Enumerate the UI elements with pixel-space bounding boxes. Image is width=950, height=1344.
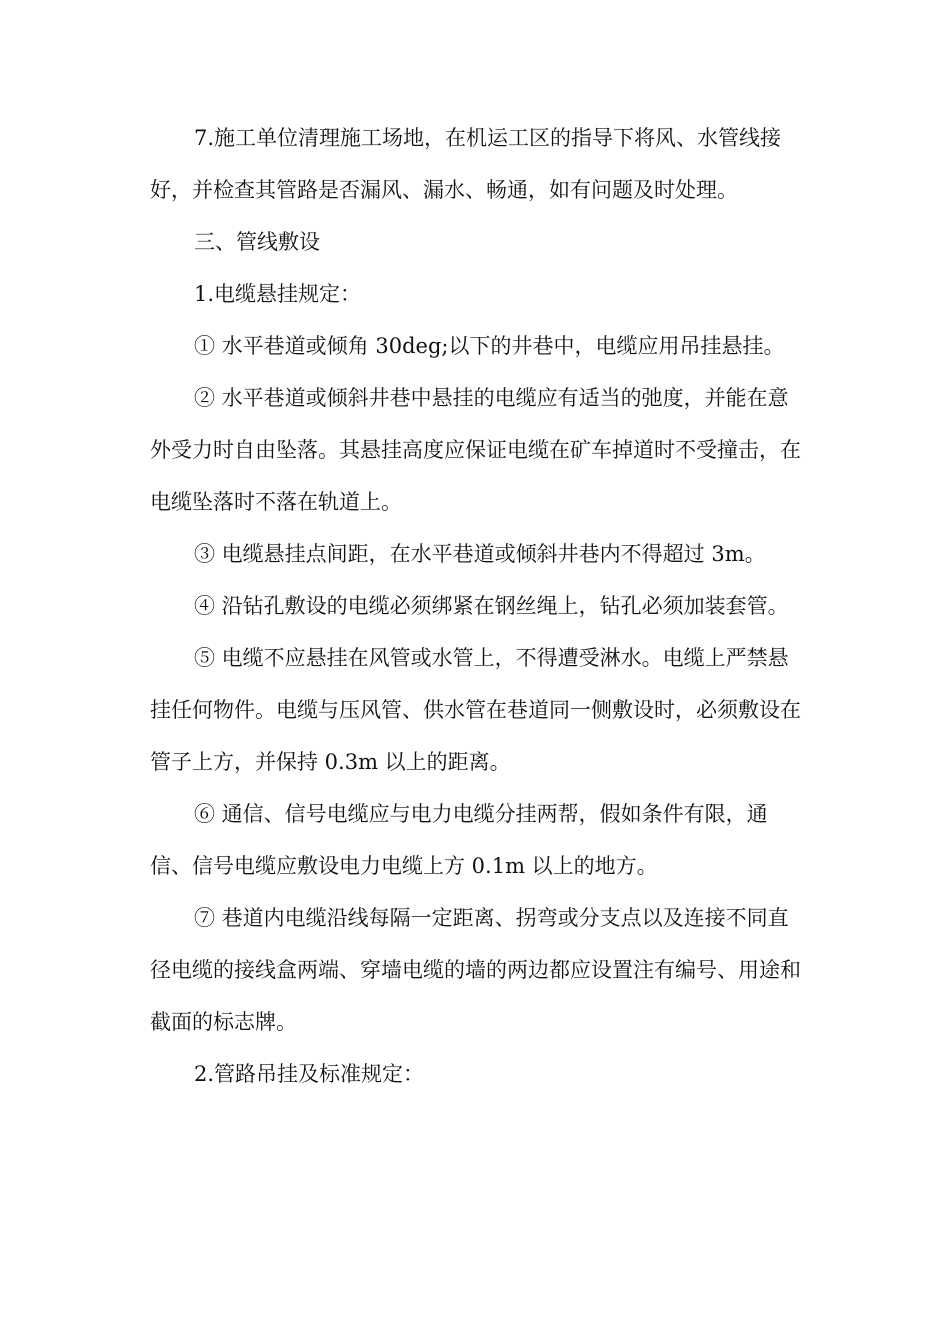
list-item-rule-2: ② 水平巷道或倾斜井巷中悬挂的电缆应有适当的弛度，并能在意外受力时自由坠落。其悬挂高度应保证电缆在矿车掉道时不受撞击，在电缆坠落时不落在轨道上。 [150,386,801,514]
subsection-heading-pipe-hanging: 2.管路吊挂及标准规定： [194,1062,425,1086]
subsection-heading-cable-suspension: 1.电缆悬挂规定： [194,282,362,306]
list-item-rule-3: ③ 电缆悬挂点间距，在水平巷道或倾斜井巷内不得超过 3m。 [194,542,766,566]
list-item-rule-1: ① 水平巷道或倾角 30deg;以下的井巷中，电缆应用吊挂悬挂。 [194,334,785,358]
list-item-rule-7: ⑦ 巷道内电缆沿线每隔一定距离、拐弯或分支点以及连接不同直径电缆的接线盒两端、穿墙电缆的墙的两边都应设置注有编号、用途和截面的标志牌。 [150,906,801,1034]
list-item-rule-5: ⑤ 电缆不应悬挂在风管或水管上，不得遭受淋水。电缆上严禁悬挂任何物件。电缆与压风管、供水管在巷道同一侧敷设时，必须敷设在管子上方，并保持 0.3m 以上的距离。 [150,646,801,774]
list-item-rule-6: ⑥ 通信、信号电缆应与电力电缆分挂两帮，假如条件有限，通信、信号电缆应敷设电力电缆上方 0.1m 以上的地方。 [150,802,768,878]
paragraph-site-cleanup: 7.施工单位清理施工场地，在机运工区的指导下将风、水管线接好，并检查其管路是否漏风、漏水、畅通，如有问题及时处理。 [150,126,782,202]
document-body [150,112,802,1100]
section-heading-pipeline-laying: 三、管线敷设 [194,230,320,254]
list-item-rule-4: ④ 沿钻孔敷设的电缆必须绑紧在钢丝绳上，钻孔必须加装套管。 [194,594,789,618]
